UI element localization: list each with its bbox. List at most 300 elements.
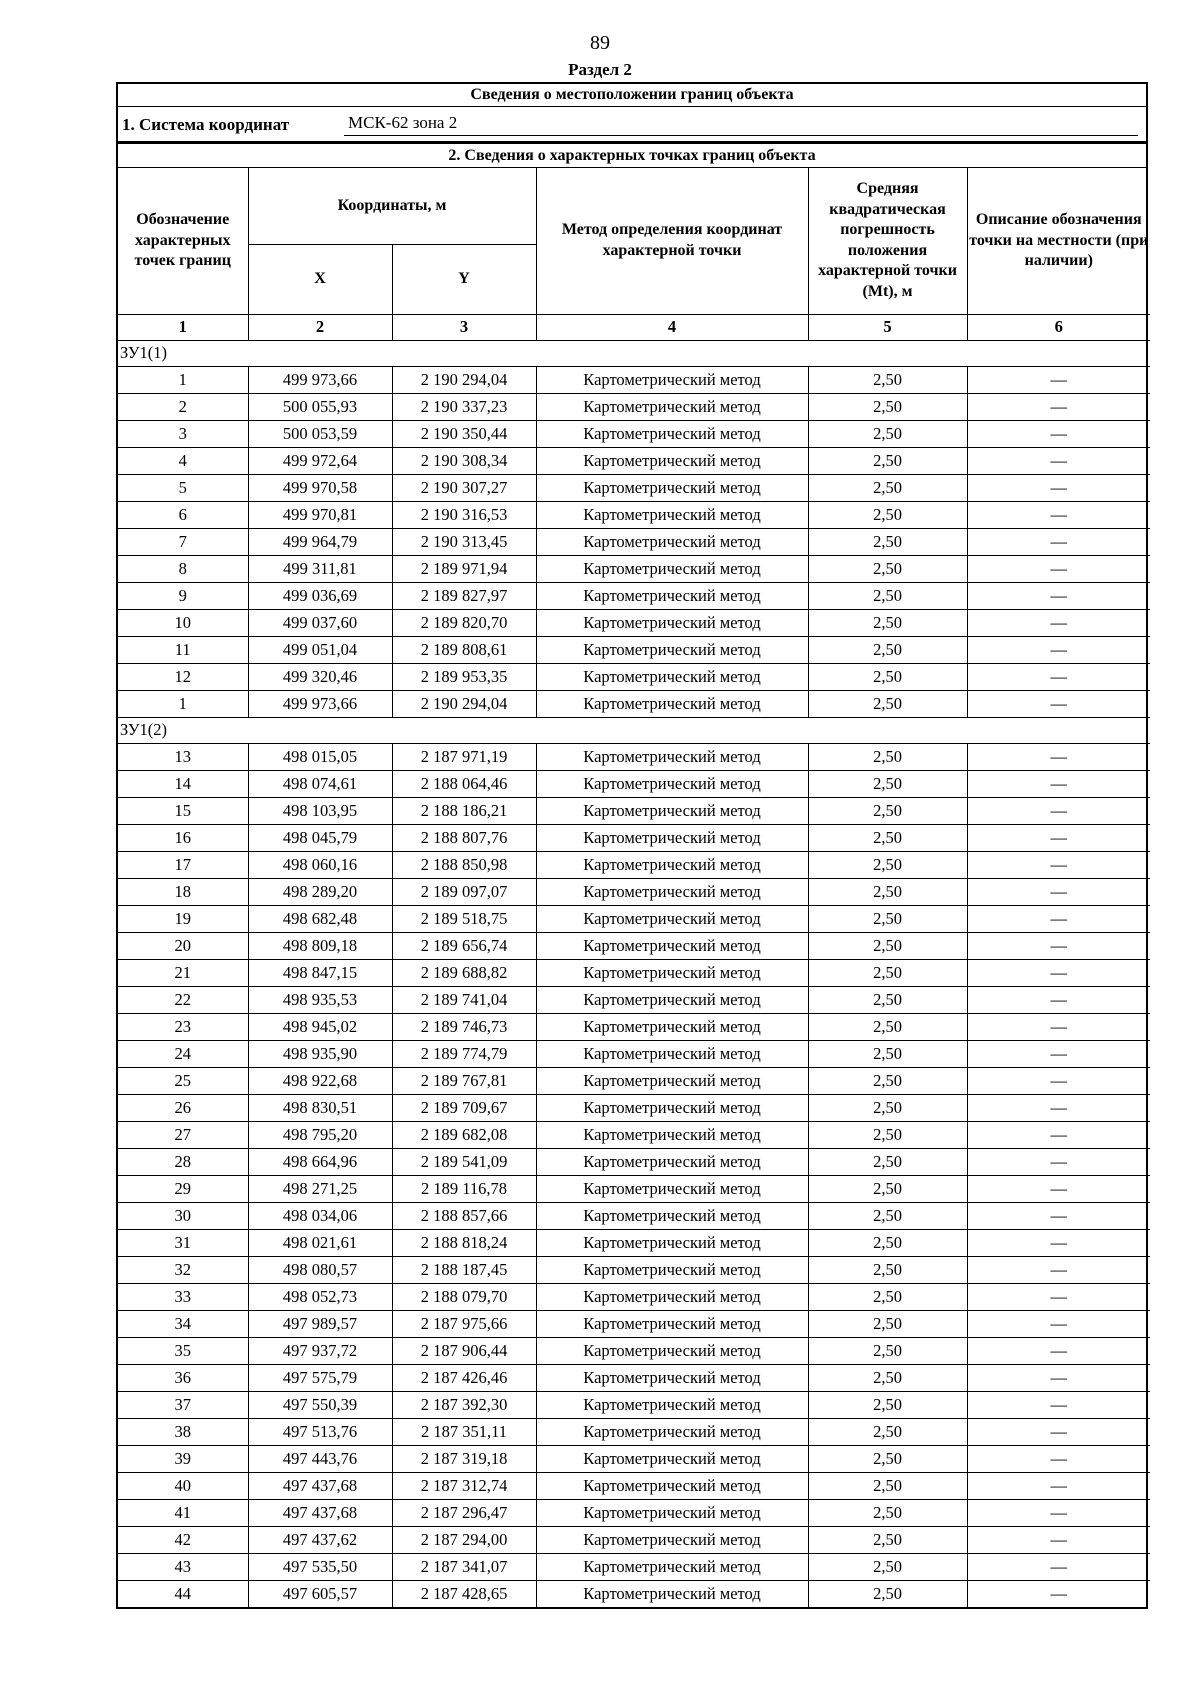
point-cell: 30 [118, 1202, 248, 1229]
accuracy-cell: 2,50 [808, 1391, 967, 1418]
accuracy-cell: 2,50 [808, 555, 967, 582]
accuracy-cell: 2,50 [808, 770, 967, 797]
y-cell: 2 187 341,07 [392, 1553, 536, 1580]
description-cell: — [967, 1256, 1150, 1283]
accuracy-cell: 2,50 [808, 636, 967, 663]
y-cell: 2 190 307,27 [392, 474, 536, 501]
description-cell: — [967, 555, 1150, 582]
accuracy-cell: 2,50 [808, 528, 967, 555]
x-cell: 497 575,79 [248, 1364, 392, 1391]
x-cell: 498 809,18 [248, 932, 392, 959]
accuracy-cell: 2,50 [808, 1580, 967, 1607]
accuracy-cell: 2,50 [808, 1175, 967, 1202]
y-cell: 2 189 971,94 [392, 555, 536, 582]
method-cell: Картометрический метод [536, 851, 808, 878]
method-cell: Картометрический метод [536, 1256, 808, 1283]
header-description: Описание обозначения точки на местности (при наличии) [967, 168, 1150, 314]
table-row [118, 1013, 1150, 1040]
point-cell: 36 [118, 1364, 248, 1391]
point-cell: 16 [118, 824, 248, 851]
x-cell: 499 970,58 [248, 474, 392, 501]
table-row [118, 474, 1150, 501]
accuracy-cell: 2,50 [808, 501, 967, 528]
description-cell: — [967, 1013, 1150, 1040]
x-cell: 498 080,57 [248, 1256, 392, 1283]
method-cell: Картометрический метод [536, 636, 808, 663]
x-cell: 499 970,81 [248, 501, 392, 528]
method-cell: Картометрический метод [536, 932, 808, 959]
x-cell: 499 973,66 [248, 366, 392, 393]
table-row [118, 393, 1150, 420]
accuracy-cell: 2,50 [808, 878, 967, 905]
point-cell: 35 [118, 1337, 248, 1364]
table-row [118, 1310, 1150, 1337]
point-cell: 1 [118, 366, 248, 393]
page-number: 89 [590, 32, 610, 54]
y-cell: 2 190 337,23 [392, 393, 536, 420]
method-cell: Картометрический метод [536, 959, 808, 986]
table-row [118, 1256, 1150, 1283]
x-cell: 497 937,72 [248, 1337, 392, 1364]
description-cell: — [967, 824, 1150, 851]
table-row [118, 420, 1150, 447]
table-row [118, 932, 1150, 959]
method-cell: Картометрический метод [536, 986, 808, 1013]
accuracy-cell: 2,50 [808, 932, 967, 959]
accuracy-cell: 2,50 [808, 1472, 967, 1499]
description-cell: — [967, 636, 1150, 663]
y-cell: 2 187 975,66 [392, 1310, 536, 1337]
accuracy-cell: 2,50 [808, 986, 967, 1013]
y-cell: 2 190 313,45 [392, 528, 536, 555]
y-cell: 2 189 767,81 [392, 1067, 536, 1094]
accuracy-cell: 2,50 [808, 959, 967, 986]
x-cell: 498 922,68 [248, 1067, 392, 1094]
y-cell: 2 190 294,04 [392, 690, 536, 717]
point-cell: 27 [118, 1121, 248, 1148]
table-row [118, 1229, 1150, 1256]
x-cell: 498 052,73 [248, 1283, 392, 1310]
x-cell: 497 989,57 [248, 1310, 392, 1337]
description-cell: — [967, 1175, 1150, 1202]
accuracy-cell: 2,50 [808, 1364, 967, 1391]
method-cell: Картометрический метод [536, 905, 808, 932]
y-cell: 2 190 308,34 [392, 447, 536, 474]
point-cell: 23 [118, 1013, 248, 1040]
point-cell: 37 [118, 1391, 248, 1418]
point-cell: 7 [118, 528, 248, 555]
x-cell: 497 605,57 [248, 1580, 392, 1607]
description-cell: — [967, 1094, 1150, 1121]
table-row [118, 690, 1150, 717]
header-method: Метод определения координат характерной точки [536, 168, 808, 314]
x-cell: 498 945,02 [248, 1013, 392, 1040]
description-cell: — [967, 878, 1150, 905]
point-cell: 19 [118, 905, 248, 932]
table-row [118, 824, 1150, 851]
accuracy-cell: 2,50 [808, 905, 967, 932]
y-cell: 2 188 079,70 [392, 1283, 536, 1310]
y-cell: 2 188 857,66 [392, 1202, 536, 1229]
accuracy-cell: 2,50 [808, 1148, 967, 1175]
x-cell: 499 973,66 [248, 690, 392, 717]
point-cell: 5 [118, 474, 248, 501]
accuracy-cell: 2,50 [808, 1337, 967, 1364]
method-cell: Картометрический метод [536, 1175, 808, 1202]
accuracy-cell: 2,50 [808, 1121, 967, 1148]
point-cell: 32 [118, 1256, 248, 1283]
y-cell: 2 189 656,74 [392, 932, 536, 959]
method-cell: Картометрический метод [536, 1067, 808, 1094]
method-cell: Картометрический метод [536, 528, 808, 555]
point-cell: 24 [118, 1040, 248, 1067]
method-cell: Картометрический метод [536, 555, 808, 582]
accuracy-cell: 2,50 [808, 851, 967, 878]
table-row [118, 1553, 1150, 1580]
point-cell: 22 [118, 986, 248, 1013]
y-cell: 2 187 392,30 [392, 1391, 536, 1418]
description-cell: — [967, 851, 1150, 878]
method-cell: Картометрический метод [536, 1310, 808, 1337]
table-row [118, 1202, 1150, 1229]
x-cell: 498 060,16 [248, 851, 392, 878]
x-cell: 498 103,95 [248, 797, 392, 824]
method-cell: Картометрический метод [536, 797, 808, 824]
description-cell: — [967, 1418, 1150, 1445]
method-cell: Картометрический метод [536, 1094, 808, 1121]
y-cell: 2 189 741,04 [392, 986, 536, 1013]
x-cell: 498 015,05 [248, 743, 392, 770]
x-cell: 497 437,68 [248, 1472, 392, 1499]
accuracy-cell: 2,50 [808, 474, 967, 501]
method-cell: Картометрический метод [536, 1229, 808, 1256]
table-row [118, 582, 1150, 609]
table-row [118, 959, 1150, 986]
y-cell: 2 187 319,18 [392, 1445, 536, 1472]
method-cell: Картометрический метод [536, 824, 808, 851]
table-row [118, 1175, 1150, 1202]
y-cell: 2 189 808,61 [392, 636, 536, 663]
column-number: 4 [536, 314, 808, 340]
method-cell: Картометрический метод [536, 690, 808, 717]
x-cell: 499 320,46 [248, 663, 392, 690]
method-cell: Картометрический метод [536, 1553, 808, 1580]
table-row [118, 555, 1150, 582]
parcel-group-row [118, 717, 1150, 743]
x-cell: 498 271,25 [248, 1175, 392, 1202]
accuracy-cell: 2,50 [808, 609, 967, 636]
table-row [118, 447, 1150, 474]
description-cell: — [967, 905, 1150, 932]
point-cell: 21 [118, 959, 248, 986]
table-row [118, 1445, 1150, 1472]
method-cell: Картометрический метод [536, 1121, 808, 1148]
document-title: Сведения о местоположении границ объекта [118, 84, 1146, 107]
point-cell: 10 [118, 609, 248, 636]
x-cell: 499 964,79 [248, 528, 392, 555]
y-cell: 2 188 186,21 [392, 797, 536, 824]
point-cell: 33 [118, 1283, 248, 1310]
method-cell: Картометрический метод [536, 474, 808, 501]
table-row [118, 1526, 1150, 1553]
method-cell: Картометрический метод [536, 1364, 808, 1391]
table-row [118, 851, 1150, 878]
x-cell: 498 074,61 [248, 770, 392, 797]
method-cell: Картометрический метод [536, 420, 808, 447]
accuracy-cell: 2,50 [808, 1013, 967, 1040]
description-cell: — [967, 1229, 1150, 1256]
description-cell: — [967, 690, 1150, 717]
y-cell: 2 189 097,07 [392, 878, 536, 905]
description-cell: — [967, 1040, 1150, 1067]
table-row [118, 1148, 1150, 1175]
description-cell: — [967, 501, 1150, 528]
table-row [118, 1472, 1150, 1499]
x-cell: 498 935,90 [248, 1040, 392, 1067]
point-cell: 40 [118, 1472, 248, 1499]
header-accuracy: Средняя квадратическая погрешность положения характерной точки (Mt), м [808, 168, 967, 314]
description-cell: — [967, 609, 1150, 636]
accuracy-cell: 2,50 [808, 797, 967, 824]
description-cell: — [967, 1580, 1150, 1607]
x-cell: 498 935,53 [248, 986, 392, 1013]
x-cell: 497 443,76 [248, 1445, 392, 1472]
header-x: X [248, 244, 392, 314]
x-cell: 499 036,69 [248, 582, 392, 609]
accuracy-cell: 2,50 [808, 420, 967, 447]
method-cell: Картометрический метод [536, 1283, 808, 1310]
x-cell: 499 311,81 [248, 555, 392, 582]
point-cell: 8 [118, 555, 248, 582]
y-cell: 2 187 294,00 [392, 1526, 536, 1553]
boundary-points-table [118, 168, 1150, 1607]
method-cell: Картометрический метод [536, 1418, 808, 1445]
accuracy-cell: 2,50 [808, 1094, 967, 1121]
method-cell: Картометрический метод [536, 1391, 808, 1418]
table-row [118, 986, 1150, 1013]
description-cell: — [967, 474, 1150, 501]
point-cell: 4 [118, 447, 248, 474]
accuracy-cell: 2,50 [808, 1445, 967, 1472]
method-cell: Картометрический метод [536, 1472, 808, 1499]
description-cell: — [967, 1499, 1150, 1526]
x-cell: 498 682,48 [248, 905, 392, 932]
accuracy-cell: 2,50 [808, 1283, 967, 1310]
method-cell: Картометрический метод [536, 1040, 808, 1067]
y-cell: 2 189 827,97 [392, 582, 536, 609]
method-cell: Картометрический метод [536, 582, 808, 609]
method-cell: Картометрический метод [536, 1526, 808, 1553]
table-row [118, 1337, 1150, 1364]
x-cell: 499 051,04 [248, 636, 392, 663]
point-cell: 42 [118, 1526, 248, 1553]
points-section-title: 2. Сведения о характерных точках границ объекта [118, 142, 1146, 168]
accuracy-cell: 2,50 [808, 824, 967, 851]
method-cell: Картометрический метод [536, 743, 808, 770]
method-cell: Картометрический метод [536, 393, 808, 420]
accuracy-cell: 2,50 [808, 393, 967, 420]
point-cell: 3 [118, 420, 248, 447]
y-cell: 2 188 850,98 [392, 851, 536, 878]
coordinate-system-label: 1. Система координат [122, 115, 290, 134]
x-cell: 498 795,20 [248, 1121, 392, 1148]
column-number: 3 [392, 314, 536, 340]
accuracy-cell: 2,50 [808, 366, 967, 393]
description-cell: — [967, 393, 1150, 420]
column-number-row [118, 314, 1150, 340]
description-cell: — [967, 743, 1150, 770]
point-cell: 28 [118, 1148, 248, 1175]
description-cell: — [967, 770, 1150, 797]
coordinate-system-row [118, 107, 1146, 142]
method-cell: Картометрический метод [536, 1148, 808, 1175]
table-row [118, 878, 1150, 905]
description-cell: — [967, 797, 1150, 824]
accuracy-cell: 2,50 [808, 1067, 967, 1094]
description-cell: — [967, 986, 1150, 1013]
accuracy-cell: 2,50 [808, 447, 967, 474]
table-row [118, 770, 1150, 797]
method-cell: Картометрический метод [536, 366, 808, 393]
header-coordinates: Координаты, м [248, 168, 536, 244]
point-cell: 20 [118, 932, 248, 959]
parcel-group-row [118, 340, 1150, 366]
y-cell: 2 187 971,19 [392, 743, 536, 770]
accuracy-cell: 2,50 [808, 1040, 967, 1067]
accuracy-cell: 2,50 [808, 663, 967, 690]
x-cell: 497 550,39 [248, 1391, 392, 1418]
method-cell: Картометрический метод [536, 501, 808, 528]
accuracy-cell: 2,50 [808, 743, 967, 770]
y-cell: 2 189 774,79 [392, 1040, 536, 1067]
point-cell: 13 [118, 743, 248, 770]
y-cell: 2 187 312,74 [392, 1472, 536, 1499]
table-row [118, 1094, 1150, 1121]
x-cell: 498 045,79 [248, 824, 392, 851]
method-cell: Картометрический метод [536, 1445, 808, 1472]
x-cell: 497 535,50 [248, 1553, 392, 1580]
parcel-label: ЗУ1(2) [118, 717, 1150, 743]
point-cell: 12 [118, 663, 248, 690]
point-cell: 39 [118, 1445, 248, 1472]
description-cell: — [967, 1391, 1150, 1418]
table-row [118, 1040, 1150, 1067]
description-cell: — [967, 1310, 1150, 1337]
description-cell: — [967, 1337, 1150, 1364]
table-row [118, 501, 1150, 528]
description-cell: — [967, 1526, 1150, 1553]
table-row [118, 1121, 1150, 1148]
point-cell: 11 [118, 636, 248, 663]
table-row [118, 1418, 1150, 1445]
column-number: 6 [967, 314, 1150, 340]
column-number: 5 [808, 314, 967, 340]
x-cell: 498 289,20 [248, 878, 392, 905]
description-cell: — [967, 932, 1150, 959]
table-row [118, 366, 1150, 393]
point-cell: 43 [118, 1553, 248, 1580]
y-cell: 2 189 116,78 [392, 1175, 536, 1202]
table-row [118, 663, 1150, 690]
column-number: 2 [248, 314, 392, 340]
method-cell: Картометрический метод [536, 609, 808, 636]
description-cell: — [967, 528, 1150, 555]
description-cell: — [967, 1067, 1150, 1094]
accuracy-cell: 2,50 [808, 1310, 967, 1337]
method-cell: Картометрический метод [536, 1337, 808, 1364]
description-cell: — [967, 1121, 1150, 1148]
y-cell: 2 190 350,44 [392, 420, 536, 447]
y-cell: 2 189 709,67 [392, 1094, 536, 1121]
table-row [118, 1580, 1150, 1607]
y-cell: 2 188 064,46 [392, 770, 536, 797]
point-cell: 25 [118, 1067, 248, 1094]
y-cell: 2 189 953,35 [392, 663, 536, 690]
point-cell: 15 [118, 797, 248, 824]
header-y: Y [392, 244, 536, 314]
description-cell: — [967, 366, 1150, 393]
accuracy-cell: 2,50 [808, 690, 967, 717]
method-cell: Картометрический метод [536, 1580, 808, 1607]
coordinate-system-value: МСК-62 зона 2 [344, 112, 1138, 136]
header-point-designation: Обозначение характерных точек границ [118, 168, 248, 314]
method-cell: Картометрический метод [536, 1202, 808, 1229]
point-cell: 34 [118, 1310, 248, 1337]
point-cell: 1 [118, 690, 248, 717]
table-row [118, 1067, 1150, 1094]
point-cell: 14 [118, 770, 248, 797]
y-cell: 2 189 541,09 [392, 1148, 536, 1175]
method-cell: Картометрический метод [536, 663, 808, 690]
method-cell: Картометрический метод [536, 1499, 808, 1526]
point-cell: 9 [118, 582, 248, 609]
x-cell: 498 847,15 [248, 959, 392, 986]
column-number: 1 [118, 314, 248, 340]
description-cell: — [967, 1445, 1150, 1472]
table-row [118, 797, 1150, 824]
table-row [118, 1499, 1150, 1526]
description-cell: — [967, 582, 1150, 609]
point-cell: 44 [118, 1580, 248, 1607]
x-cell: 498 021,61 [248, 1229, 392, 1256]
description-cell: — [967, 420, 1150, 447]
point-cell: 17 [118, 851, 248, 878]
description-cell: — [967, 1472, 1150, 1499]
y-cell: 2 189 518,75 [392, 905, 536, 932]
x-cell: 498 830,51 [248, 1094, 392, 1121]
description-cell: — [967, 1202, 1150, 1229]
point-cell: 31 [118, 1229, 248, 1256]
point-cell: 6 [118, 501, 248, 528]
parcel-label: ЗУ1(1) [118, 340, 1150, 366]
description-cell: — [967, 1364, 1150, 1391]
method-cell: Картометрический метод [536, 1013, 808, 1040]
description-cell: — [967, 959, 1150, 986]
table-row [118, 1283, 1150, 1310]
y-cell: 2 189 820,70 [392, 609, 536, 636]
x-cell: 498 664,96 [248, 1148, 392, 1175]
description-cell: — [967, 1283, 1150, 1310]
y-cell: 2 187 426,46 [392, 1364, 536, 1391]
x-cell: 500 053,59 [248, 420, 392, 447]
point-cell: 29 [118, 1175, 248, 1202]
accuracy-cell: 2,50 [808, 1526, 967, 1553]
x-cell: 497 437,68 [248, 1499, 392, 1526]
method-cell: Картометрический метод [536, 447, 808, 474]
table-row [118, 609, 1150, 636]
table-row [118, 528, 1150, 555]
table-row [118, 636, 1150, 663]
